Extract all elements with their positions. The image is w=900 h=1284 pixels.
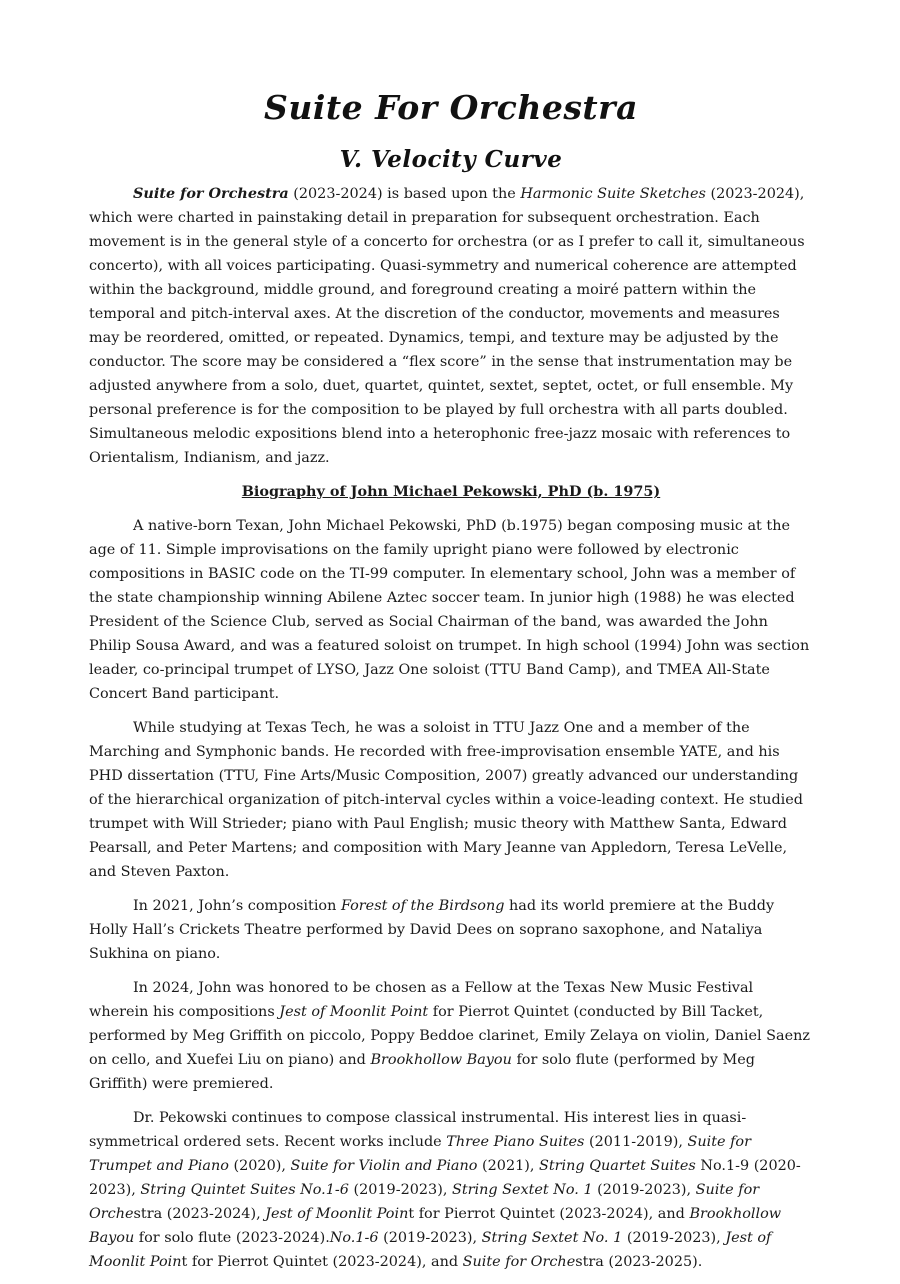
- document-page: [89, 86, 813, 1284]
- intro-paragraph: Suite for Orchestra (2023-2024) is based upon the Harmonic Suite Sketches (2023-2024), which were charted in painstaking detail in preparation for subsequent orchestration. Each movement is in the general style of a concerto for orchestra (or as I prefer to call it, simultaneous concerto), with all voices participating. Quasi-symmetry and numerical coherence are attempted within the background, middle ground, and foreground creating a moiré pattern within the temporal and pitch-interval axes. At the discretion of the conductor, movements and measures may be reordered, omitted, or repeated. Dynamics, tempi, and texture may be adjusted by the conductor. The score may be considered a “flex score” in the sense that instrumentation may be adjusted anywhere from a solo, duet, quartet, quintet, sextet, septet, octet, or full ensemble. My personal preference is for the composition to be played by full orchestra with all parts doubled. Simultaneous melodic expositions blend into a heterophonic free-jazz mosaic with references to Orientalism, Indianism, and jazz.: [89, 185, 805, 466]
- page-subtitle: V. Velocity Curve: [339, 146, 563, 173]
- bio-paragraph-2: While studying at Texas Tech, he was a soloist in TTU Jazz One and a member of the Marching and Symphonic bands. He recorded with free-improvisation ensemble YATE, and his PHD dissertation (TTU, Fine Arts/Music Composition, 2007) greatly advanced our understanding of the hierarchical organization of pitch-interval cycles within a voice-leading context. He studied trumpet with Will Strieder; piano with Paul English; music theory with Matthew Santa, Edward Pearsall, and Peter Martens; and composition with Mary Jeanne van Appledorn, Teresa LeVelle, and Steven Paxton.: [89, 720, 803, 880]
- bio-paragraph-1: A native-born Texan, John Michael Pekowski, PhD (b.1975) began composing music at the age of 11. Simple improvisations on the family upright piano were followed by electronic compositions in BASIC code on the TI-99 computer. In elementary school, John was a member of the state championship winning Abilene Aztec soccer team. In junior high (1988) he was elected President of the Science Club, served as Social Chairman of the band, was awarded the John Philip Sousa Award, and was a featured soloist on trumpet. In high school (1994) John was section leader, co-principal trumpet of LYSO, Jazz One soloist (TTU Band Camp), and TMEA All-State Concert Band participant.: [89, 518, 810, 702]
- page-title: Suite For Orchestra: [264, 88, 638, 127]
- bio-paragraph-4: In 2024, John was honored to be chosen as a Fellow at the Texas New Music Festival wherein his compositions Jest of Moonlit Point for Pierrot Quintet (conducted by Bill Tacket, performed by Meg Griffith on piccolo, Poppy Beddoe clarinet, Emily Zelaya on violin, Daniel Saenz on cello, and Xuefei Liu on piano) and Brookhollow Bayou for solo flute (performed by Meg Griffith) were premiered.: [89, 980, 810, 1092]
- bio-paragraph-3: In 2021, John’s composition Forest of the Birdsong had its world premiere at the Buddy Holly Hall’s Crickets Theatre performed by David Dees on soprano saxophone, and Nataliya Sukhina on piano.: [89, 898, 775, 962]
- biography-heading: Biography of John Michael Pekowski, PhD (b. 1975): [241, 483, 661, 500]
- bio-paragraph-5: Dr. Pekowski continues to compose classical instrumental. His interest lies in quasi-symmetrical ordered sets. Recent works include Three Piano Suites (2011-2019), Suite for Trumpet and Piano (2020), Suite for Violin and Piano (2021), String Quartet Suites No.1-9 (2020-2023), String Quintet Suites No.1-6 (2019-2023), String Sextet No. 1 (2019-2023), Suite for Orchestra (2023-2024), Jest of Moonlit Point for Pierrot Quintet (2023-2024), and Brookhollow Bayou for solo flute (2023-2024).No.1-6 (2019-2023), String Sextet No. 1 (2019-2023), Jest of Moonlit Point for Pierrot Quintet (2023-2024), and Suite for Orchestra (2023-2025).: [89, 1110, 801, 1270]
- intro-work-title: Suite for Orchestra: [133, 185, 289, 202]
